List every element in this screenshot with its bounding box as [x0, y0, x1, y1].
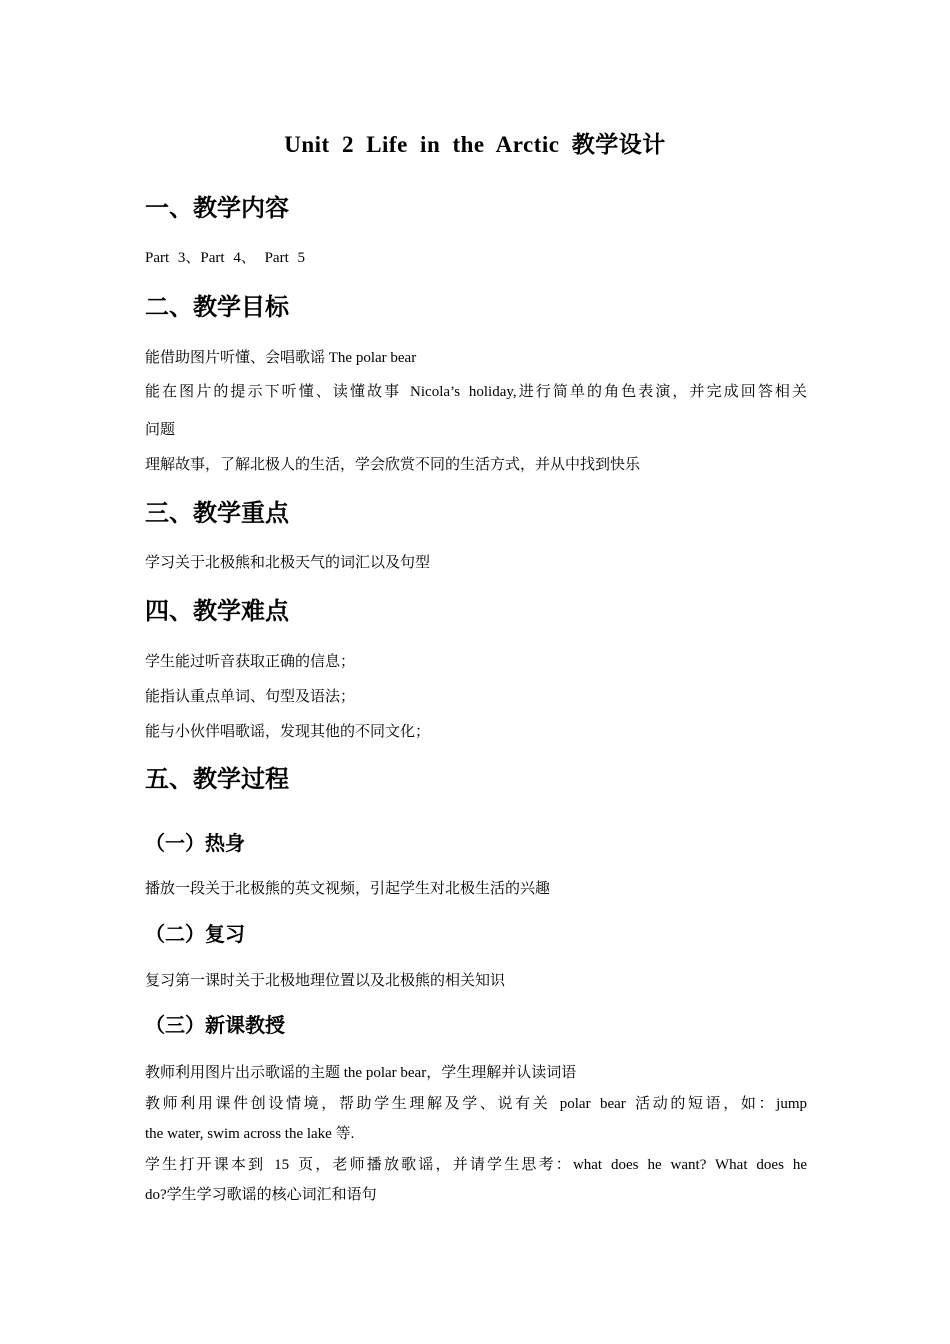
new-lesson-line: 教师利用图片出示歌谣的主题 the polar bear，学生理解并认读词语 [145, 1065, 577, 1081]
section-heading-objectives: 二、教学目标 [145, 293, 289, 321]
difficulty-line: 能与小伙伴唱歌谣，发现其他的不同文化； [145, 724, 431, 740]
warmup-line: 播放一段关于北极熊的英文视频，引起学生对北极生活的兴趣 [145, 881, 551, 897]
section-heading-content: 一、教学内容 [145, 194, 289, 222]
difficulty-line: 能指认重点单词、句型及语法； [145, 689, 356, 705]
subsection-heading-new-lesson: （三）新课教授 [145, 1013, 285, 1037]
new-lesson-line: the water, swim across the lake 等. [145, 1126, 355, 1142]
difficulty-line: 学生能过听音获取正确的信息； [145, 654, 356, 670]
subsection-heading-warmup: （一）热身 [145, 831, 245, 855]
objective-line: 问题 [145, 422, 176, 438]
section-heading-process: 五、教学过程 [145, 765, 289, 793]
document-title: Unit 2 Life in the Arctic 教学设计 [284, 132, 666, 157]
key-point-line: 学习关于北极熊和北极天气的词汇以及句型 [145, 555, 431, 571]
objective-line: 能借助图片听懂、会唱歌谣 The polar bear [145, 350, 417, 366]
section-heading-key-points: 三、教学重点 [145, 499, 289, 527]
new-lesson-line: do?学生学习歌谣的核心词汇和语句 [145, 1187, 377, 1203]
section-heading-difficulties: 四、教学难点 [145, 597, 289, 625]
objective-line: 理解故事，了解北极人的生活，学会欣赏不同的生活方式，并从中找到快乐 [145, 457, 641, 473]
review-line: 复习第一课时关于北极地理位置以及北极熊的相关知识 [145, 973, 506, 989]
objective-line: 能在图片的提示下听懂、读懂故事 Nicola’s holiday,进行简单的角色表演，并完成回答相关 [145, 384, 807, 400]
new-lesson-line: 教师利用课件创设情境，帮助学生理解及学、说有关 polar bear 活动的短语，如：jump [145, 1096, 807, 1112]
content-line: Part 3、Part 4、 Part 5 [145, 250, 305, 266]
new-lesson-line: 学生打开课本到 15 页，老师播放歌谣，并请学生思考：what does he want? What does he [145, 1157, 807, 1173]
subsection-heading-review: （二）复习 [145, 922, 245, 946]
